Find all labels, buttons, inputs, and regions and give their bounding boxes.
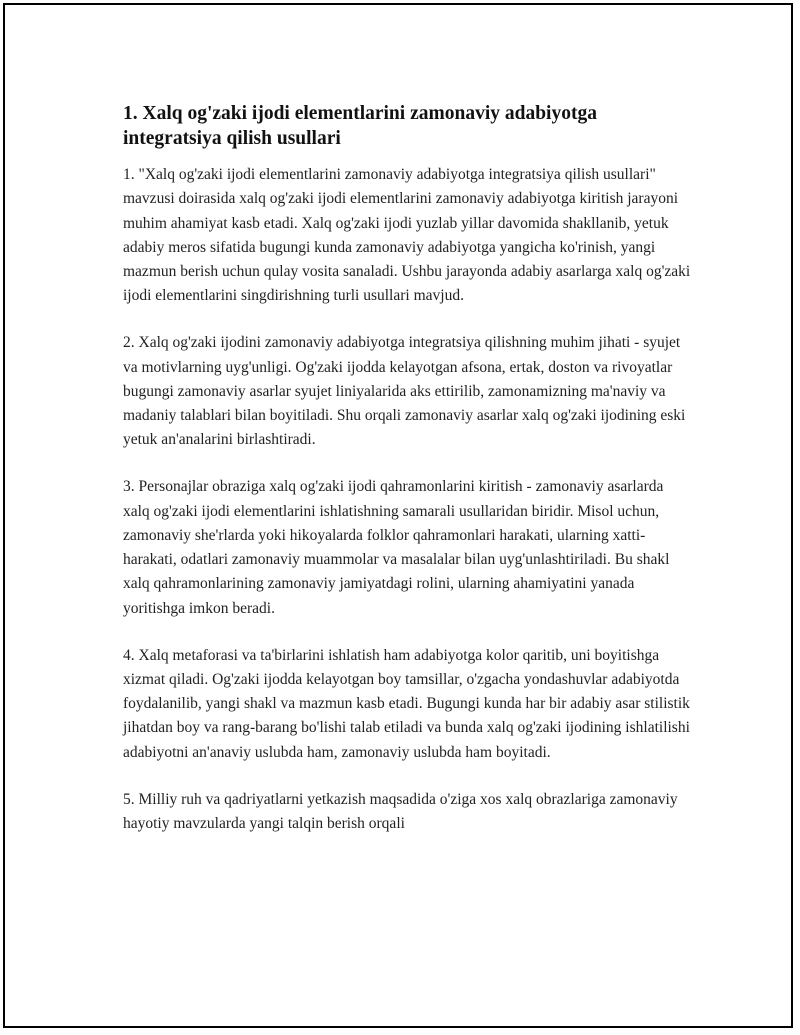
paragraph-3: 3. Personajlar obraziga xalq og'zaki ijodi qahramonlarini kiritish - zamonaviy asarlarda xalq og'zaki ijodi elementlarini ishlatishning samarali usullaridan biridir. Misol uchun, zamonaviy she'rlarda yoki hikoyalarda folklor qahramonlari harakati, ularning xatti-harakati, odatlari zamonaviy muammolar va masalalar bilan uyg'unlashtiriladi. Bu shakl xalq qahramonlarining zamonaviy jamiyatdagi rolini, ularning ahamiyatini yanada yoritishga imkon beradi. <box>123 478 670 617</box>
page-frame <box>3 3 793 1028</box>
paragraph-4: 4. Xalq metaforasi va ta'birlarini ishlatish ham adabiyotga kolor qaritib, uni boyitishga xizmat qiladi. Og'zaki ijodda kelayotgan boy tamsillar, o'zgacha yondashuvlar adabiyotda foydalanilib, yangi shakl va mazmun kasb etadi. Bugungi kunda har bir adabiy asar stilistik jihatdan boy va rang-barang bo'lishi talab etiladi va bunda xalq og'zaki ijodining ishlatilishi adabiyotni an'anaviy uslubda ham, zamonaviy uslubda ham boyitadi. <box>123 646 690 761</box>
paragraph-2: 2. Xalq og'zaki ijodini zamonaviy adabiyotga integratsiya qilishning muhim jihati - syujet va motivlarning uyg'unligi. Og'zaki ijodda kelayotgan afsona, ertak, doston va rivoyatlar bugungi zamonaviy asarlar syujet liniyalarida aks ettirilib, zamonamizning ma'naviy va madaniy talablari bilan boyitiladi. Shu orqali zamonaviy asarlar xalq og'zaki ijodining eski yetuk an'analarini birlashtiradi. <box>123 334 686 449</box>
paragraph-1: 1. "Xalq og'zaki ijodi elementlarini zamonaviy adabiyotga integratsiya qilish usullari" mavzusi doirasida xalq og'zaki ijodi elementlarini zamonaviy adabiyotga kiritish jarayoni muhim ahamiyat kasb etadi. Xalq og'zaki ijodi yuzlab yillar davomida shakllanib, yetuk adabiy meros sifatida bugungi kunda zamonaviy adabiyotga yangicha ko'rinish, yangi mazmun berish uchun qulay vosita sanaladi. Ushbu jarayonda adabiy asarlarga xalq og'zaki ijodi elementlarini singdirishning turli usullari mavjud. <box>123 166 691 305</box>
document-title: 1. Xalq og'zaki ijodi elementlarini zamonaviy adabiyotga integratsiya qilish usullari <box>123 103 597 149</box>
document-body <box>123 101 693 859</box>
paragraph-5: 5. Milliy ruh va qadriyatlarni yetkazish maqsadida o'ziga xos xalq obrazlariga zamonaviy hayotiy mavzularda yangi talqin berish orqali <box>123 790 678 832</box>
